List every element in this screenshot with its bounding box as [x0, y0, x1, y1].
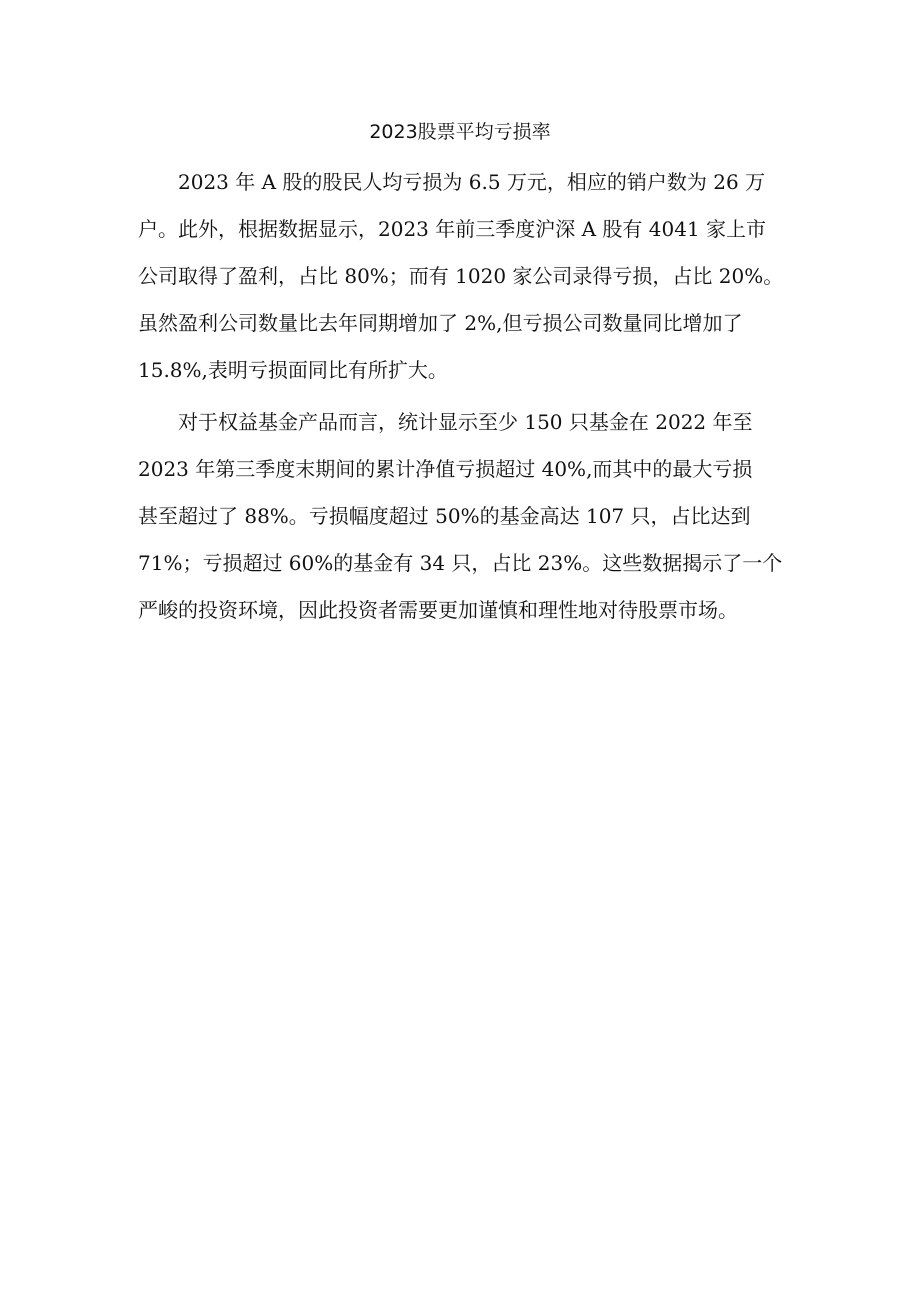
paragraph-line: 甚至超过了 88%。亏损幅度超过 50%的基金高达 107 只，占比达到 — [138, 504, 751, 528]
paragraph-line: 公司取得了盈利，占比 80%；而有 1020 家公司录得亏损，占比 20%。 — [138, 264, 784, 288]
paragraph-line: 71%；亏损超过 60%的基金有 34 只，占比 23%。这些数据揭示了一个 — [138, 551, 783, 575]
paragraph-line: 2023 年 A 股的股民人均亏损为 6.5 万元，相应的销户数为 26 万 — [178, 170, 766, 194]
paragraph-line: 15.8%,表明亏损面同比有所扩大。 — [138, 358, 448, 382]
paragraph-1 — [138, 159, 798, 394]
paragraph-line: 户。此外，根据数据显示，2023 年前三季度沪深 A 股有 4041 家上市 — [138, 217, 767, 241]
paragraph-line: 虽然盈利公司数量比去年同期增加了 2%,但亏损公司数量同比增加了 — [138, 311, 743, 335]
paragraph-2 — [138, 399, 798, 634]
paragraph-line: 严峻的投资环境，因此投资者需要更加谨慎和理性地对待股票市场。 — [138, 598, 738, 622]
document-title: 2023股票平均亏损率 — [369, 121, 551, 143]
paragraph-line: 2023 年第三季度末期间的累计净值亏损超过 40%,而其中的最大亏损 — [138, 457, 753, 481]
paragraph-line: 对于权益基金产品而言，统计显示至少 150 只基金在 2022 年至 — [178, 410, 753, 434]
